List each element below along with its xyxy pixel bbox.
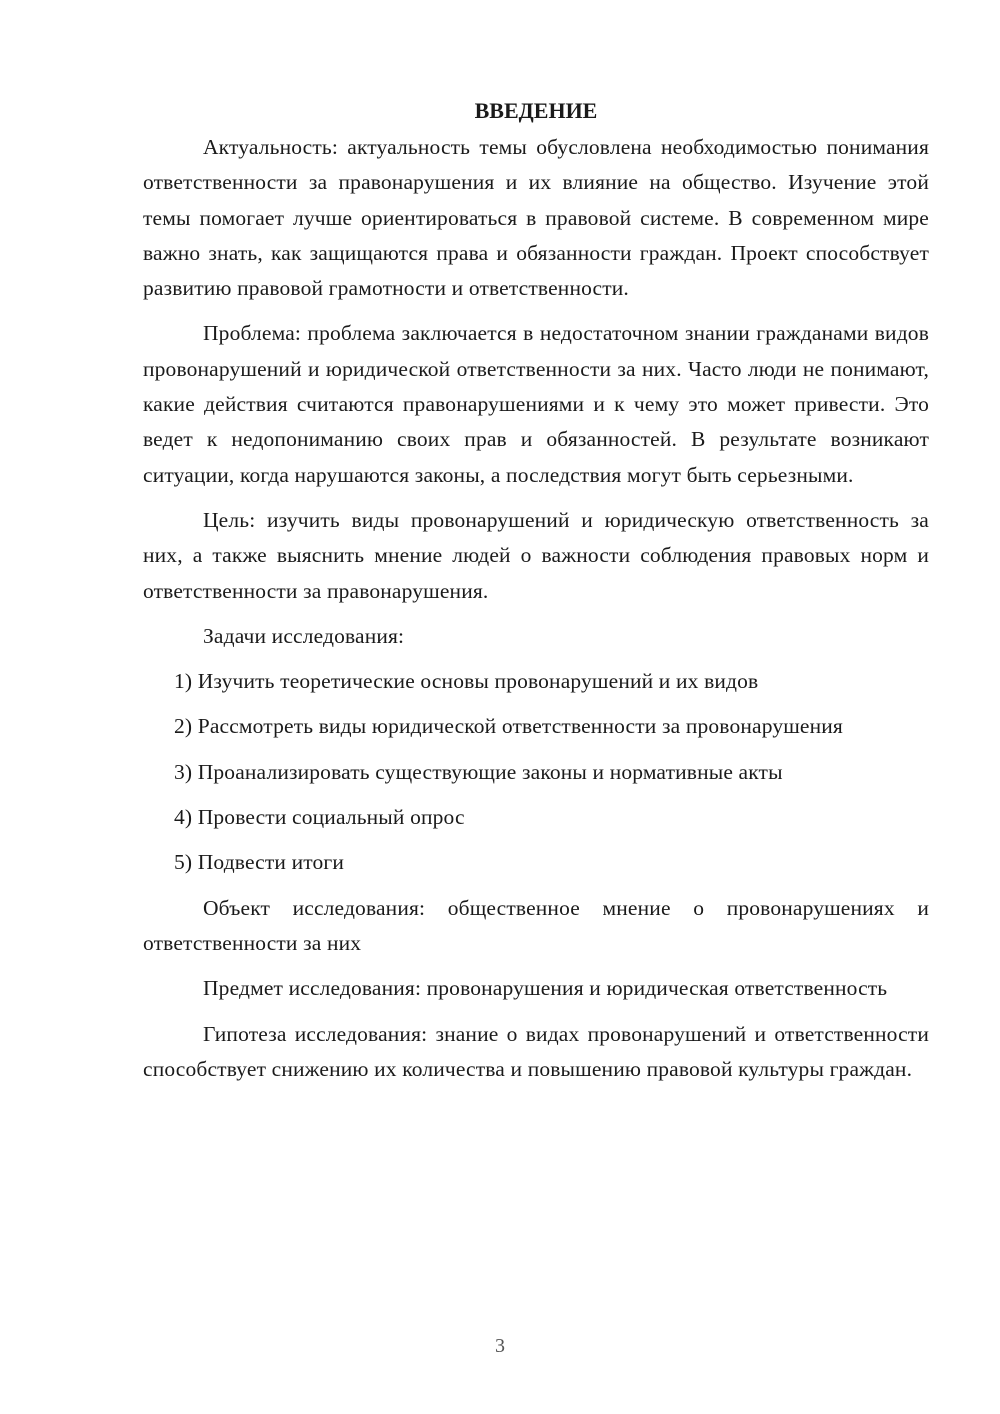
page-number: 3 xyxy=(495,1335,505,1357)
task-item-1: 1) Изучить теоретические основы провонарушений и их видов xyxy=(174,669,759,694)
paragraph-goal: Цель: изучить виды провонарушений и юридическую ответственность за них, а также выяснить мнение людей о важности соблюдения правовых норм и ответственности за правонарушения. xyxy=(143,507,929,603)
tasks-heading: Задачи исследования: xyxy=(203,623,405,648)
paragraph-object: Объект исследования: общественное мнение о провонарушениях и ответственности за них xyxy=(143,895,929,955)
document-page xyxy=(143,93,929,1097)
section-heading: ВВЕДЕНИЕ xyxy=(474,98,598,123)
task-item-4: 4) Провести социальный опрос xyxy=(174,805,465,830)
paragraph-relevance: Актуальность: актуальность темы обусловлена необходимостью понимания ответственности за правонарушения и их влияние на общество. Изучение этой темы помогает лучше ориентироваться в правовой системе. В современном мире важно знать, как защищаются права и обязанности граждан. Проект способствует развитию правовой грамотности и ответственности. xyxy=(143,135,929,301)
paragraph-hypothesis: Гипотеза исследования: знание о видах провонарушений и ответственности способствует снижению их количества и повышению правовой культуры граждан. xyxy=(143,1021,929,1081)
task-item-3: 3) Проанализировать существующие законы и нормативные акты xyxy=(174,759,783,784)
paragraph-subject: Предмет исследования: провонарушения и юридическая ответственность xyxy=(203,976,888,1001)
task-item-2: 2) Рассмотреть виды юридической ответственности за провонарушения xyxy=(174,714,843,739)
task-item-5: 5) Подвести итоги xyxy=(174,850,345,875)
paragraph-problem: Проблема: проблема заключается в недостаточном знании гражданами видов провонарушений и юридической ответственности за них. Часто люди не понимают, какие действия считаются правонарушениями и к чему это может привести. Это ведет к недопониманию своих прав и обязанностей. В результате возникают ситуации, когда нарушаются законы, а последствия могут быть серьезными. xyxy=(143,321,929,487)
